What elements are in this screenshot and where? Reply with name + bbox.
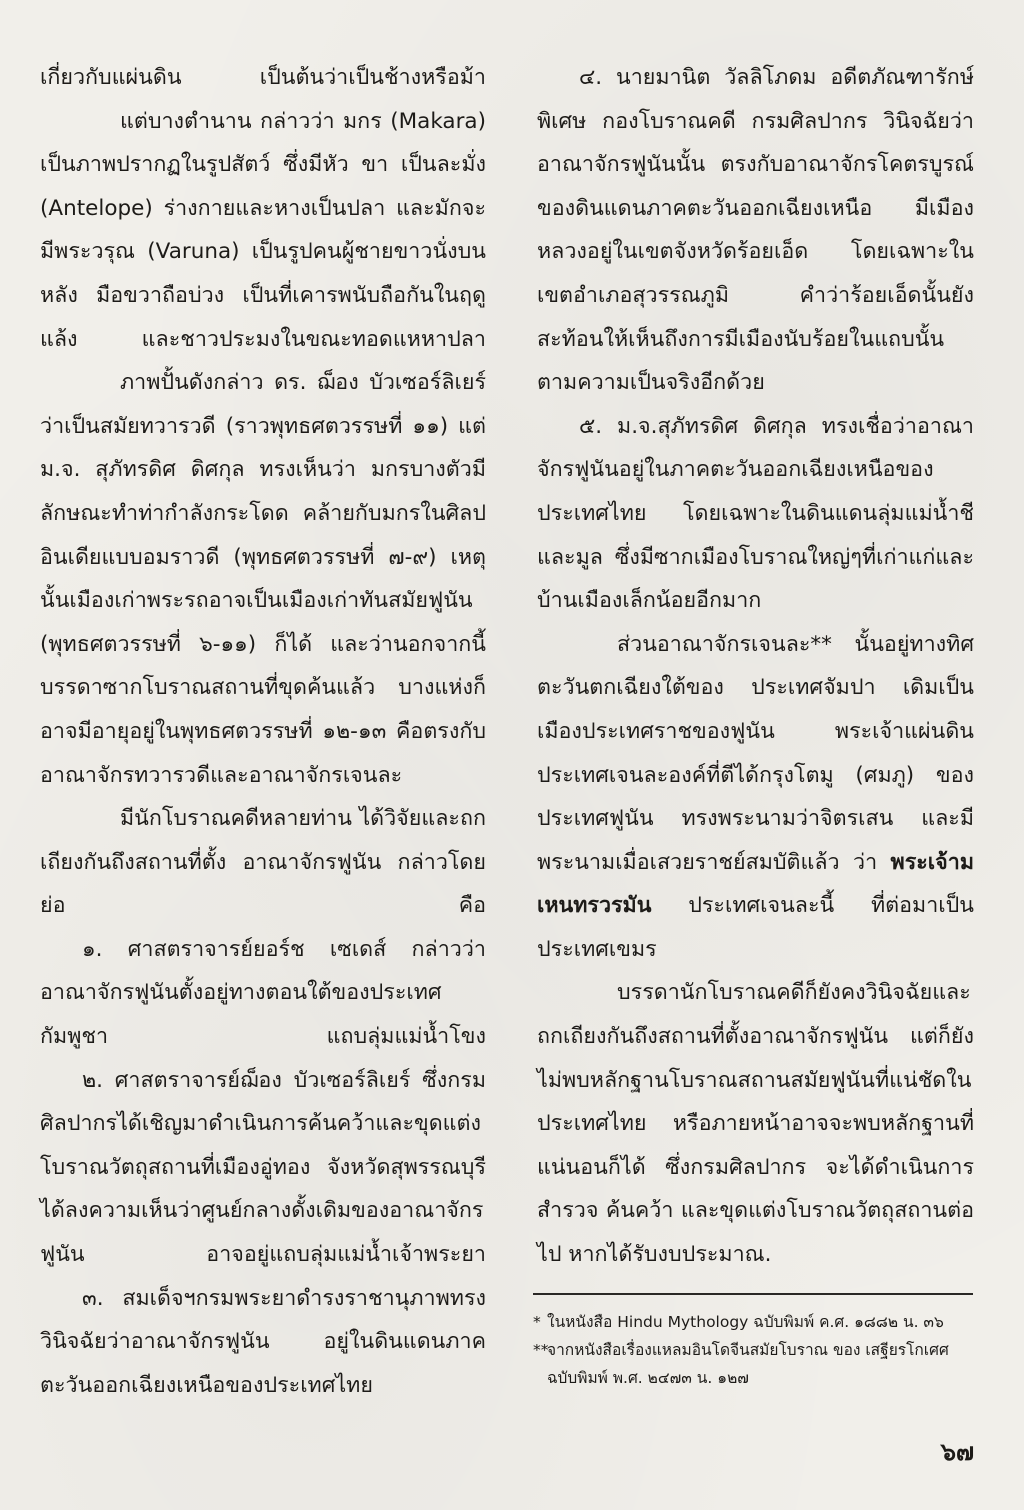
paragraph-continuation: เกี่ยวกับแผ่นดิน เป็นต้นว่าเป็นช้างหรือม้า — [40, 65, 486, 90]
footnote-1-text: ในหนังสือ Hindu Mythology ฉบับพิมพ์ ค.ศ. ๑๘๘๒ น. ๓๖ — [547, 1313, 944, 1331]
right-column — [537, 56, 974, 1277]
footnote-2-text: จากหนังสือเรื่องแหลมอินโดจีนสมัยโบราณ ของ เสฐียรโกเศศ — [547, 1341, 949, 1359]
chenla-text-a: ส่วนอาณาจักรเจนละ** นั้นอยู่ทางทิศตะวันตกเฉียงใต้ของ ประเทศจัมปา เดิมเป็นเมืองประเทศราชของฟูนัน พระเจ้าแผ่นดินประเทศเจนละองค์ที่ตีได้กรุงโตมู (ศมภู) ของประเทศฟูนัน ทรงพระนามว่าจิตรเสน และมีพระนามเมื่อเสวยราชย์สมบัติแล้ว ว่า — [537, 631, 974, 875]
paragraph-item-3: ๓. สมเด็จฯกรมพระยาดำรงราชานุภาพทรงวินิจฉัยว่าอาณาจักรฟูนัน อยู่ในดินแดนภาคตะวันออกเฉียงเหนือของประเทศไทย — [40, 1285, 486, 1398]
paragraph-item-1: ๑. ศาสตราจารย์ยอร์ช เซเดส์ กล่าวว่า อาณาจักรฟูนันตั้งอยู่ทางตอนใต้ของประเทศกัมพูชา แถบลุ่มแม่น้ำโขง — [40, 936, 486, 1050]
footnotes — [533, 1308, 978, 1392]
footnote-2-continuation: ฉบับพิมพ์ พ.ศ. ๒๔๗๓ น. ๑๒๗ — [547, 1369, 749, 1387]
paragraph-makara: แต่บางตำนาน กล่าวว่า มกร (Makara) เป็นภาพปรากฏในรูปสัตว์ ซึ่งมีหัว ขา เป็นละมั่ง (Antelope) ร่างกายและหางเป็นปลา และมักจะมีพระวรุณ (Varuna) เป็นรูปคนผู้ชายขาวนั่งบนหลัง มือขวาถือบ่วง เป็นที่เคารพนับถือกันในฤดูแล้ง และชาวประมงในขณะทอดแหหาปลา — [40, 108, 486, 352]
paragraph-item-5: ๕. ม.จ.สุภัทรดิศ ดิศกุล ทรงเชื่อว่าอาณาจักรฟูนันอยู่ในภาคตะวันออกเฉียงเหนือของประเทศไทย โดยเฉพาะในดินแดนลุ่มแม่น้ำชีและมูล ซึ่งมีซากเมืองโบราณใหญ่ๆที่เก่าแก่และบ้านเมืองเล็กน้อยอีกมาก — [537, 413, 974, 614]
paragraph-sculpture-dating: ภาพปั้นดังกล่าว ดร. ฌ็อง บัวเซอร์ลิเยร์ ว่าเป็นสมัยทวารวดี (ราวพุทธศตวรรษที่ ๑๑) แต่ ม.จ. สุภัทรดิศ ดิศกุล ทรงเห็นว่า มกรบางตัวมีลักษณะทำท่ากำลังกระโดด คล้ายกับมกรในศิลปอินเดียแบบอมราวดี (พุทธศตวรรษที่ ๗-๙) เหตุนั้นเมืองเก่าพระรถอาจเป็นเมืองเก่าทันสมัยฟูนัน (พุทธศตวรรษที่ ๖-๑๑) ก็ได้ และว่านอกจากนี้บรรดาซากโบราณสถานที่ขุดค้นแล้ว บางแห่งก็อาจมีอายุอยู่ในพุทธศตวรรษที่ ๑๒-๑๓ คือตรงกับอาณาจักรทวารวดีและอาณาจักรเจนละ — [40, 370, 486, 788]
paragraph-item-4: ๔. นายมานิต วัลลิโภดม อดีตภัณฑารักษ์พิเศษ กองโบราณคดี กรมศิลปากร วินิจฉัยว่า อาณาจักรฟูนันนั้น ตรงกับอาณาจักรโคตรบูรณ์ของดินแดนภาคตะวันออกเฉียงเหนือ มีเมืองหลวงอยู่ในเขตจังหวัดร้อยเอ็ด โดยเฉพาะในเขตอำเภอสุวรรณภูมิ คำว่าร้อยเอ็ดนั้นยังสะท้อนให้เห็นถึงการมีเมืองนับร้อยในแถบนั้นตามความเป็นจริงอีกด้วย — [537, 65, 974, 396]
left-column — [40, 56, 486, 1407]
page-number: ๖๗ — [940, 1438, 974, 1466]
paragraph-item-2: ๒. ศาสตราจารย์ฌ็อง บัวเซอร์ลิเยร์ ซึ่งกรมศิลปากรได้เชิญมาดำเนินการค้นคว้าและขุดแต่งโบราณวัตถุสถานที่เมืองอู่ทอง จังหวัดสุพรรณบุรี ได้ลงความเห็นว่าศูนย์กลางดั้งเดิมของอาณาจักรฟูนัน อาจอยู่แถบลุ่มแม่น้ำเจ้าพระยา — [40, 1067, 486, 1268]
footnote-1 — [533, 1308, 978, 1336]
footnote-divider — [533, 1293, 973, 1295]
paragraph-chenla — [537, 623, 974, 972]
king-name-bold: พระเจ้ามเหนทรวรมัน — [537, 849, 974, 919]
footnote-1-mark: * — [533, 1313, 541, 1331]
chenla-text-b: ประเทศเจนละนี้ ที่ต่อมาเป็นประเทศเขมร — [537, 893, 974, 962]
paragraph-conclusion: บรรดานักโบราณคดีก็ยังคงวินิจฉัยและถกเถียงกันถึงสถานที่ตั้งอาณาจักรฟูนัน แต่ก็ยังไม่พบหลักฐานโบราณสถานสมัยฟูนันที่แน่ชัดในประเทศไทย หรือภายหน้าอาจจะพบหลักฐานที่แน่นอนก็ได้ ซึ่งกรมศิลปากร จะได้ดำเนินการสำรวจ ค้นคว้า และขุดแต่งโบราณวัตถุสถานต่อไป หากได้รับงบประมาณ. — [537, 980, 974, 1268]
footnote-2 — [533, 1336, 978, 1364]
footnote-2-mark: ** — [533, 1341, 549, 1359]
paragraph-archaeologists: มีนักโบราณคดีหลายท่าน ได้วิจัยและถกเถียงกันถึงสถานที่ตั้ง อาณาจักรฟูนัน กล่าวโดยย่อ คือ — [40, 806, 486, 919]
